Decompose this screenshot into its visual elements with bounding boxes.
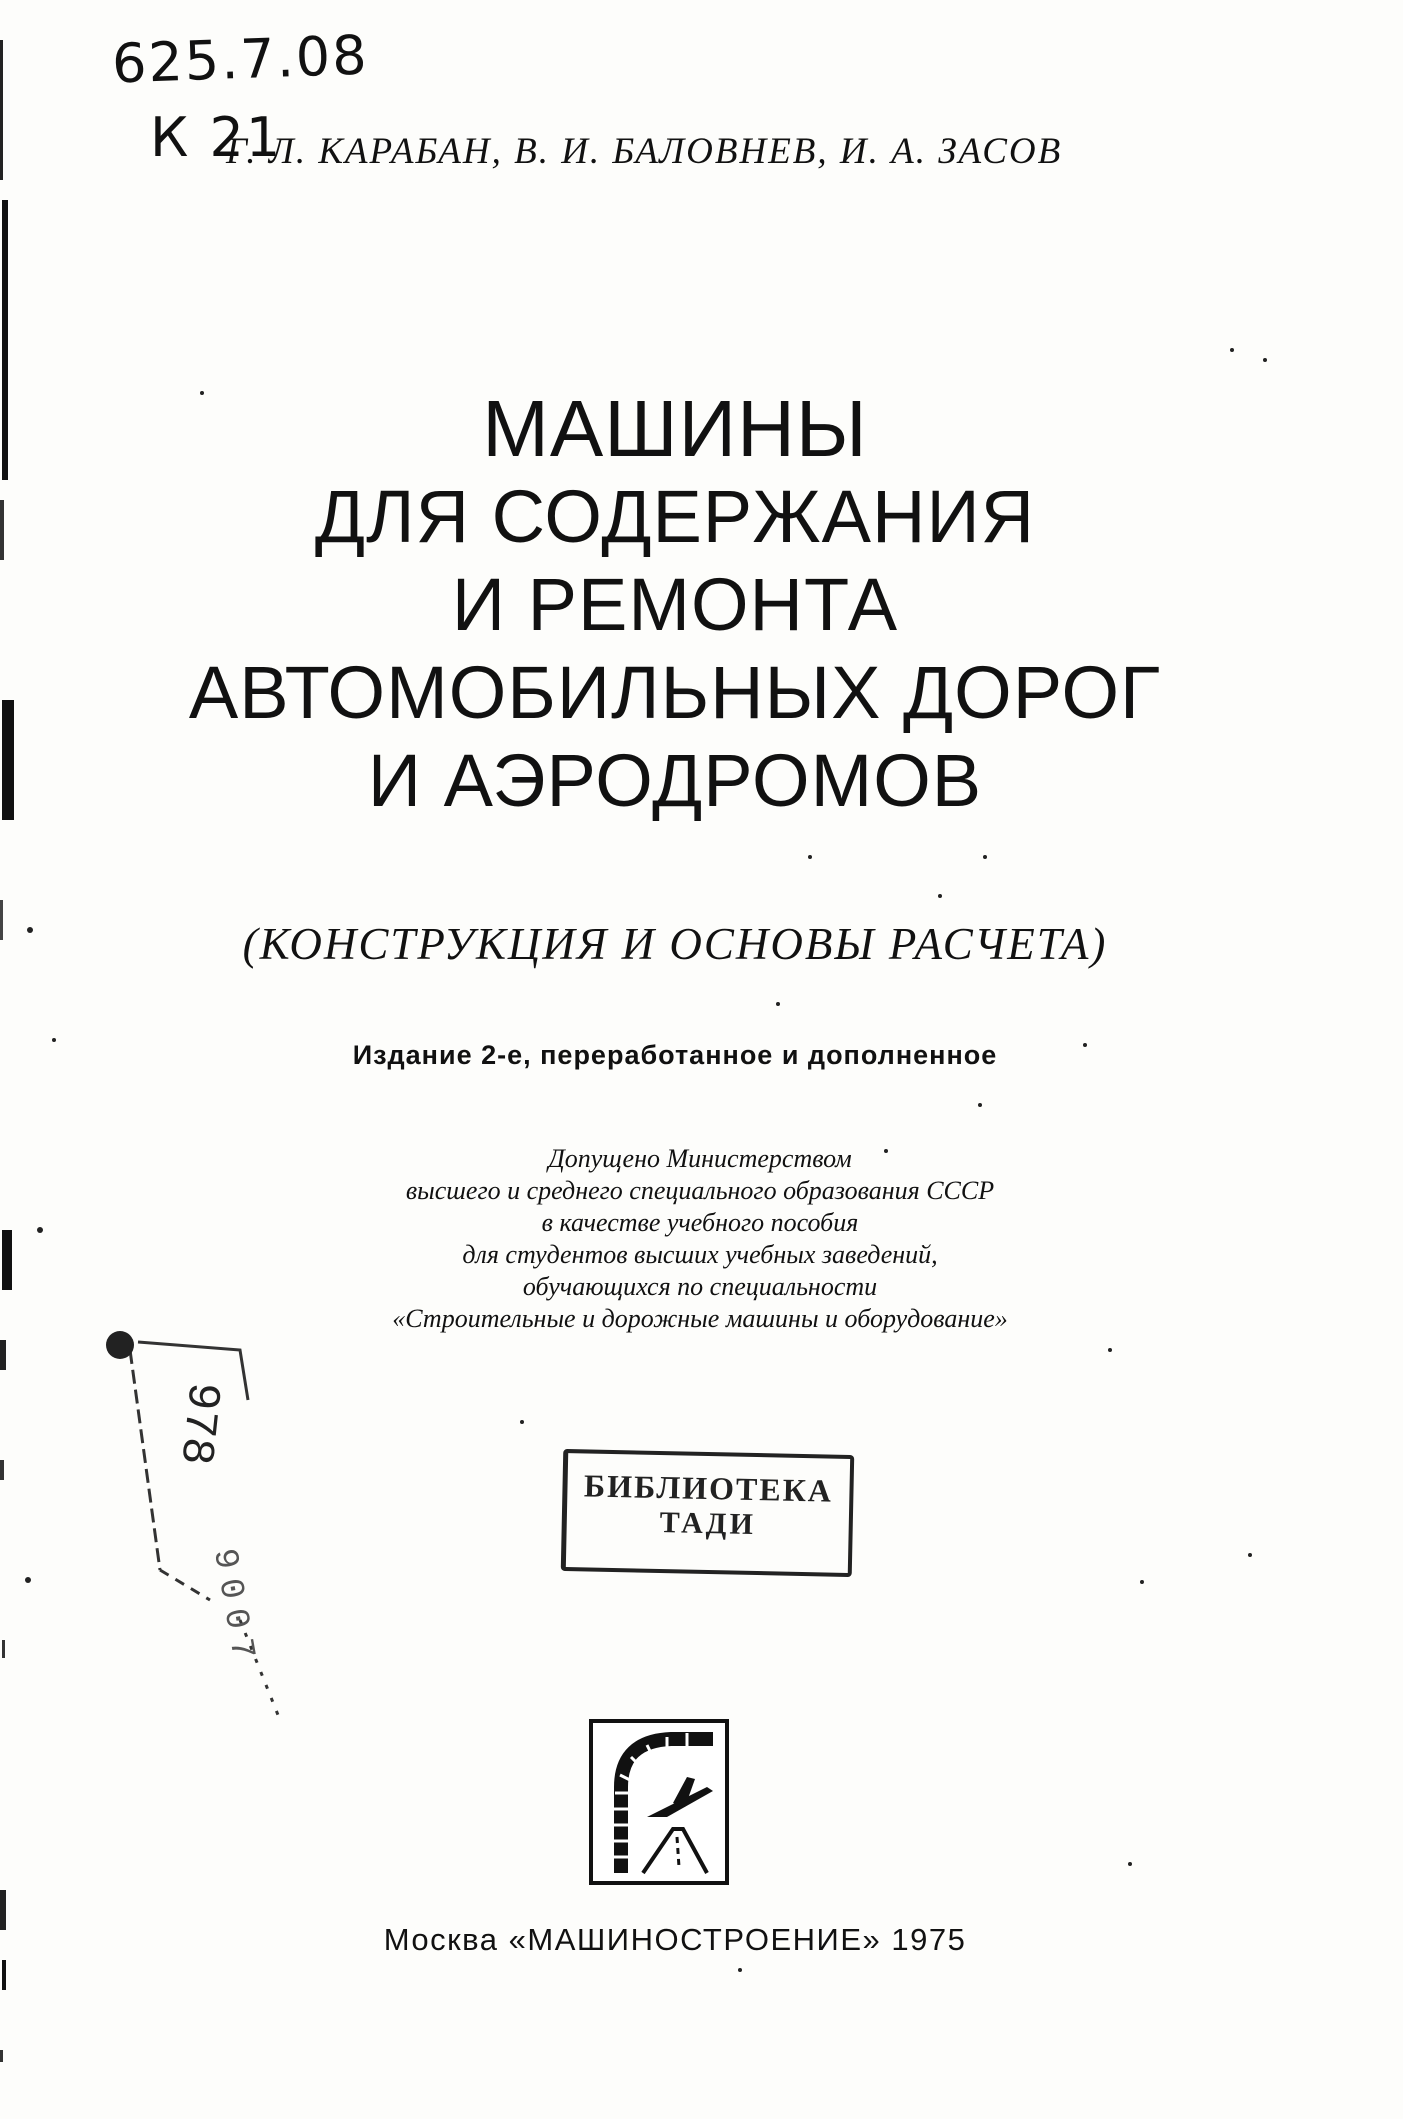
- title-line: МАШИНЫ: [482, 384, 868, 473]
- publisher-imprint: Москва «МАШИНОСТРОЕНИЕ» 1975: [383, 1922, 967, 1957]
- library-stamp-line: ТАДИ: [659, 1506, 757, 1542]
- publisher-logo-icon: [587, 1717, 731, 1887]
- approval-line: Допущено Министерством: [548, 1144, 852, 1173]
- approval-line: для студентов высших учебных заведений,: [462, 1240, 938, 1269]
- binding-edge-scan-artifact: [0, 0, 22, 2119]
- approval-line: высшего и среднего специального образования СССР: [405, 1176, 995, 1205]
- stamp-number-fragment: 9007: [203, 1545, 263, 1673]
- title-line: ДЛЯ СОДЕРЖАНИЯ: [314, 475, 1036, 558]
- title-line: И АЭРОДРОМОВ: [367, 739, 983, 822]
- library-stamp: [561, 1449, 854, 1577]
- title-line: АВТОМОБИЛЬНЫХ ДОРОГ: [188, 651, 1162, 734]
- approval-line: обучающихся по специальности: [522, 1272, 878, 1301]
- approval-statement: [200, 1143, 1200, 1335]
- edition-note: Издание 2-е, переработанное и дополненное: [352, 1040, 998, 1070]
- handwritten-shelf-mark: К 21: [150, 106, 283, 169]
- title-line: И РЕМОНТА: [451, 563, 899, 646]
- stamp-number: 978: [168, 1379, 229, 1468]
- authors-line: Г. Л. КАРАБАН, В. И. БАЛОВНЕВ, И. А. ЗАСОВ: [226, 131, 1063, 172]
- approval-line: в качестве учебного пособия: [541, 1208, 859, 1237]
- book-subtitle: (КОНСТРУКЦИЯ И ОСНОВЫ РАСЧЕТА): [242, 919, 1108, 969]
- handwritten-call-number: 625.7.08: [110, 23, 370, 96]
- book-title: [100, 385, 1250, 825]
- approval-line: «Строительные и дорожные машины и оборудование»: [392, 1304, 1008, 1333]
- stamp-icon: [120, 1320, 290, 1740]
- library-stamp-line: БИБЛИОТЕКА: [583, 1467, 834, 1509]
